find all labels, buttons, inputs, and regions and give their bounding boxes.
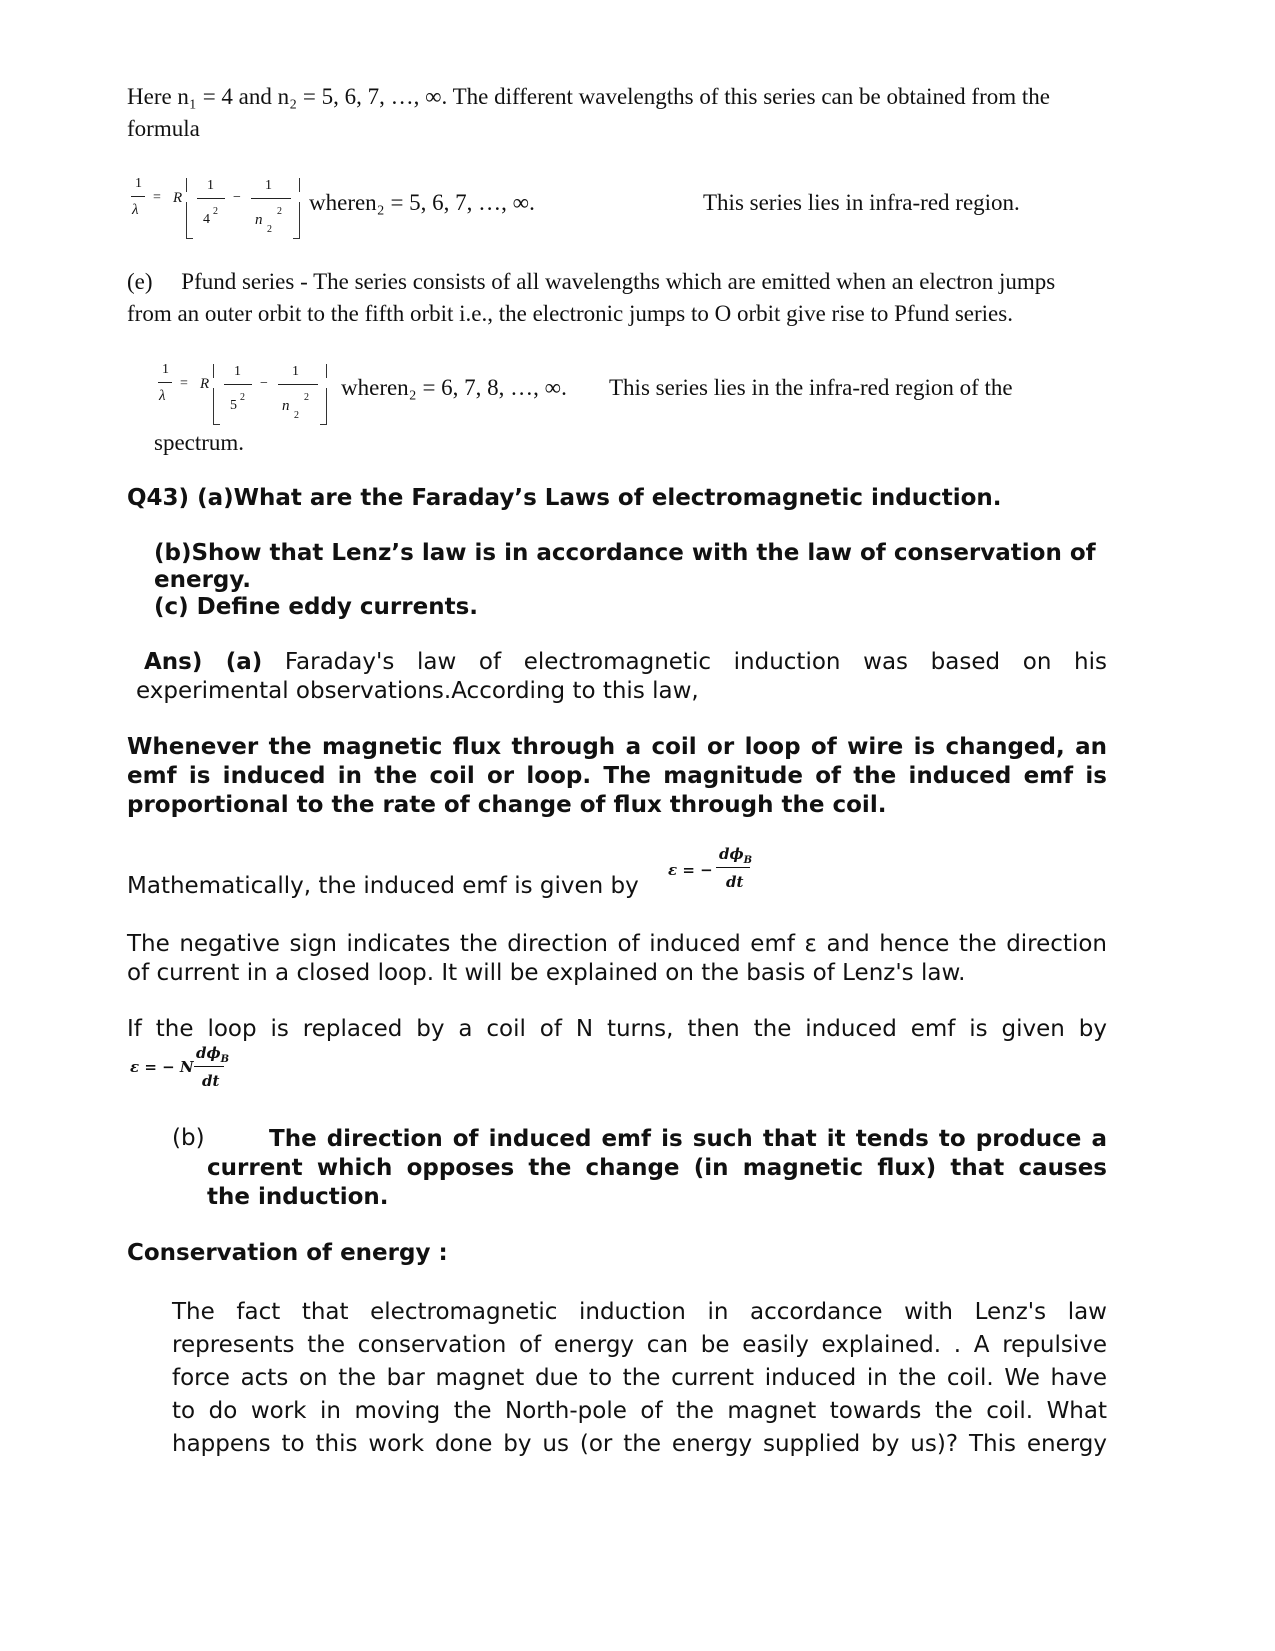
emf-equation-numerator-text: dϕ — [719, 845, 744, 863]
coil-equation-numerator-text: dϕ — [196, 1044, 221, 1062]
coil-emf-equation — [130, 1044, 250, 1094]
coil-equation-bar — [194, 1066, 224, 1067]
eq1-term1-denominator: 4 — [203, 212, 210, 227]
intro-line-1: Here n₁ = 4 and n₂ = 5, 6, 7, …, ∞. The different wavelengths of this series can be obtained from the — [127, 84, 1050, 109]
eq1-bracket-left — [186, 202, 193, 239]
eq1-where-clause: wheren₂ = 5, 6, 7, …, ∞. — [309, 190, 535, 215]
answer-intro-line-1 — [136, 648, 1107, 677]
eq2-bracket-left — [213, 388, 220, 425]
emf-equation-numerator-subscript: B — [743, 855, 753, 866]
question-43-part-b — [154, 540, 1096, 621]
eq1-term1-numerator: 1 — [207, 178, 214, 193]
eq2-term2-bar — [278, 384, 318, 385]
eq2-bracket-top-left — [213, 364, 214, 378]
conservation-line-3: force acts on the bar magnet due to the current induced in the coil. We have — [172, 1365, 1107, 1391]
question-43-part-b-line-2: energy. — [154, 567, 251, 593]
eq2-rydberg: R — [200, 376, 210, 392]
eq1-equals: = — [153, 190, 161, 205]
coil-equation-denominator: dt — [202, 1072, 220, 1090]
eq1-term2-denominator: n — [255, 212, 263, 228]
pfund-line-2: from an outer orbit to the fifth orbit i.e., the electronic jumps to O orbit give rise to Pfund series. — [127, 301, 1013, 326]
conservation-paragraph — [172, 1296, 1107, 1461]
eq2-term2-denominator: n — [282, 398, 290, 414]
eq2-term2-numerator: 1 — [292, 364, 299, 379]
eq1-term2-bar — [251, 198, 291, 199]
eq2-bracket-right — [320, 388, 327, 425]
lenz-law-statement — [207, 1125, 1107, 1212]
eq2-equals: = — [180, 376, 188, 391]
eq1-region-note: This series lies in infra-red region. — [703, 190, 1020, 215]
eq1-term2-subscript: 2 — [267, 224, 272, 235]
faraday-law-line-1: Whenever the magnetic flux through a coil or loop of wire is changed, an — [127, 734, 1107, 760]
lenz-law-line-1: The direction of induced emf is such that it tends to produce a — [269, 1126, 1107, 1152]
faraday-law-line-2: emf is induced in the coil or loop. The magnitude of the induced emf is — [127, 763, 1107, 789]
faraday-law-line-3: proportional to the rate of change of flux through the coil. — [127, 792, 887, 818]
lenz-label: (b) — [172, 1125, 205, 1151]
eq2-term1-bar — [224, 384, 252, 385]
conservation-line-5: happens to this work done by us (or the energy supplied by us)? This energy — [172, 1431, 1107, 1457]
eq2-region-note-continued: spectrum. — [154, 430, 245, 455]
eq1-lhs-denominator: λ — [132, 202, 139, 218]
eq1-rydberg: R — [173, 190, 183, 206]
eq2-term1-exponent: 2 — [240, 392, 245, 403]
answer-intro-line-2: experimental observations.According to this law, — [136, 678, 699, 704]
pfund-paragraph — [127, 269, 1127, 327]
answer-label: Ans) (a) — [144, 649, 263, 675]
eq2-lhs-bar — [158, 382, 172, 383]
lenz-law-line-3: the induction. — [207, 1184, 389, 1210]
eq2-term1-numerator: 1 — [234, 364, 241, 379]
negative-sign-paragraph — [127, 930, 1107, 988]
eq2-minus: − — [260, 376, 268, 391]
intro-line-2: formula — [127, 116, 200, 141]
eq2-term2-subscript: 2 — [294, 410, 299, 421]
negative-sign-line-1: The negative sign indicates the direction of induced emf ε and hence the direction — [127, 931, 1107, 957]
coil-equation-numerator — [196, 1044, 229, 1065]
eq1-minus: − — [233, 190, 241, 205]
eq1-lhs-bar — [131, 196, 145, 197]
eq1-bracket-top-right — [299, 178, 300, 192]
eq1-term1-exponent: 2 — [213, 206, 218, 217]
eq2-bracket-top-right — [326, 364, 327, 378]
coil-equation-lhs: ε = − N — [130, 1058, 194, 1076]
mathematically-text: Mathematically, the induced emf is given by — [127, 873, 639, 899]
emf-equation-denominator: dt — [726, 873, 744, 891]
eq1-term1-bar — [197, 198, 225, 199]
eq2-lhs-denominator: λ — [159, 388, 166, 404]
emf-equation-numerator — [719, 845, 752, 866]
pfund-line-1: (e) Pfund series - The series consists of all wavelengths which are emitted when an electron jumps — [127, 269, 1056, 294]
intro-paragraph — [127, 84, 1127, 142]
eq2-term2-exponent: 2 — [304, 392, 309, 403]
eq1-bracket-right — [293, 202, 300, 239]
eq2-where-clause: wheren₂ = 6, 7, 8, …, ∞. — [341, 375, 567, 400]
eq1-bracket-top-left — [186, 178, 187, 192]
eq2-term1-denominator: 5 — [230, 398, 237, 413]
eq1-lhs-numerator: 1 — [135, 176, 142, 191]
lenz-law-line-2: current which opposes the change (in magnetic flux) that causes — [207, 1155, 1107, 1181]
answer-intro — [136, 648, 1107, 706]
coil-line-1: If the loop is replaced by a coil of N turns, then the induced emf is given by — [127, 1016, 1107, 1042]
eq2-region-note: This series lies in the infra-red region of the — [609, 375, 1013, 400]
conservation-line-1: The fact that electromagnetic induction in accordance with Lenz's law — [172, 1299, 1107, 1325]
emf-equation-bar — [716, 867, 750, 868]
faraday-law-statement — [127, 733, 1107, 820]
question-43-part-c: (c) Define eddy currents. — [154, 594, 478, 620]
coil-equation-numerator-subscript: B — [220, 1054, 230, 1065]
conservation-line-2: represents the conservation of energy can be easily explained. . A repulsive — [172, 1332, 1107, 1358]
eq1-term2-exponent: 2 — [277, 206, 282, 217]
answer-intro-line-1-text: Faraday's law of electromagnetic induction was based on his — [262, 649, 1108, 675]
emf-equation-lhs: ε = − — [668, 861, 713, 879]
conservation-line-4: to do work in moving the North-pole of the magnet towards the coil. What — [172, 1398, 1107, 1424]
eq2-lhs-numerator: 1 — [162, 362, 169, 377]
negative-sign-line-2: of current in a closed loop. It will be explained on the basis of Lenz's law. — [127, 960, 966, 986]
question-43-part-a: Q43) (a)What are the Faraday’s Laws of electromagnetic induction. — [127, 485, 1002, 511]
question-43-part-b-line-1: (b)Show that Lenz’s law is in accordance with the law of conservation of — [154, 540, 1096, 566]
conservation-heading: Conservation of energy : — [127, 1240, 448, 1266]
emf-equation — [664, 845, 764, 895]
eq1-term2-numerator: 1 — [265, 178, 272, 193]
